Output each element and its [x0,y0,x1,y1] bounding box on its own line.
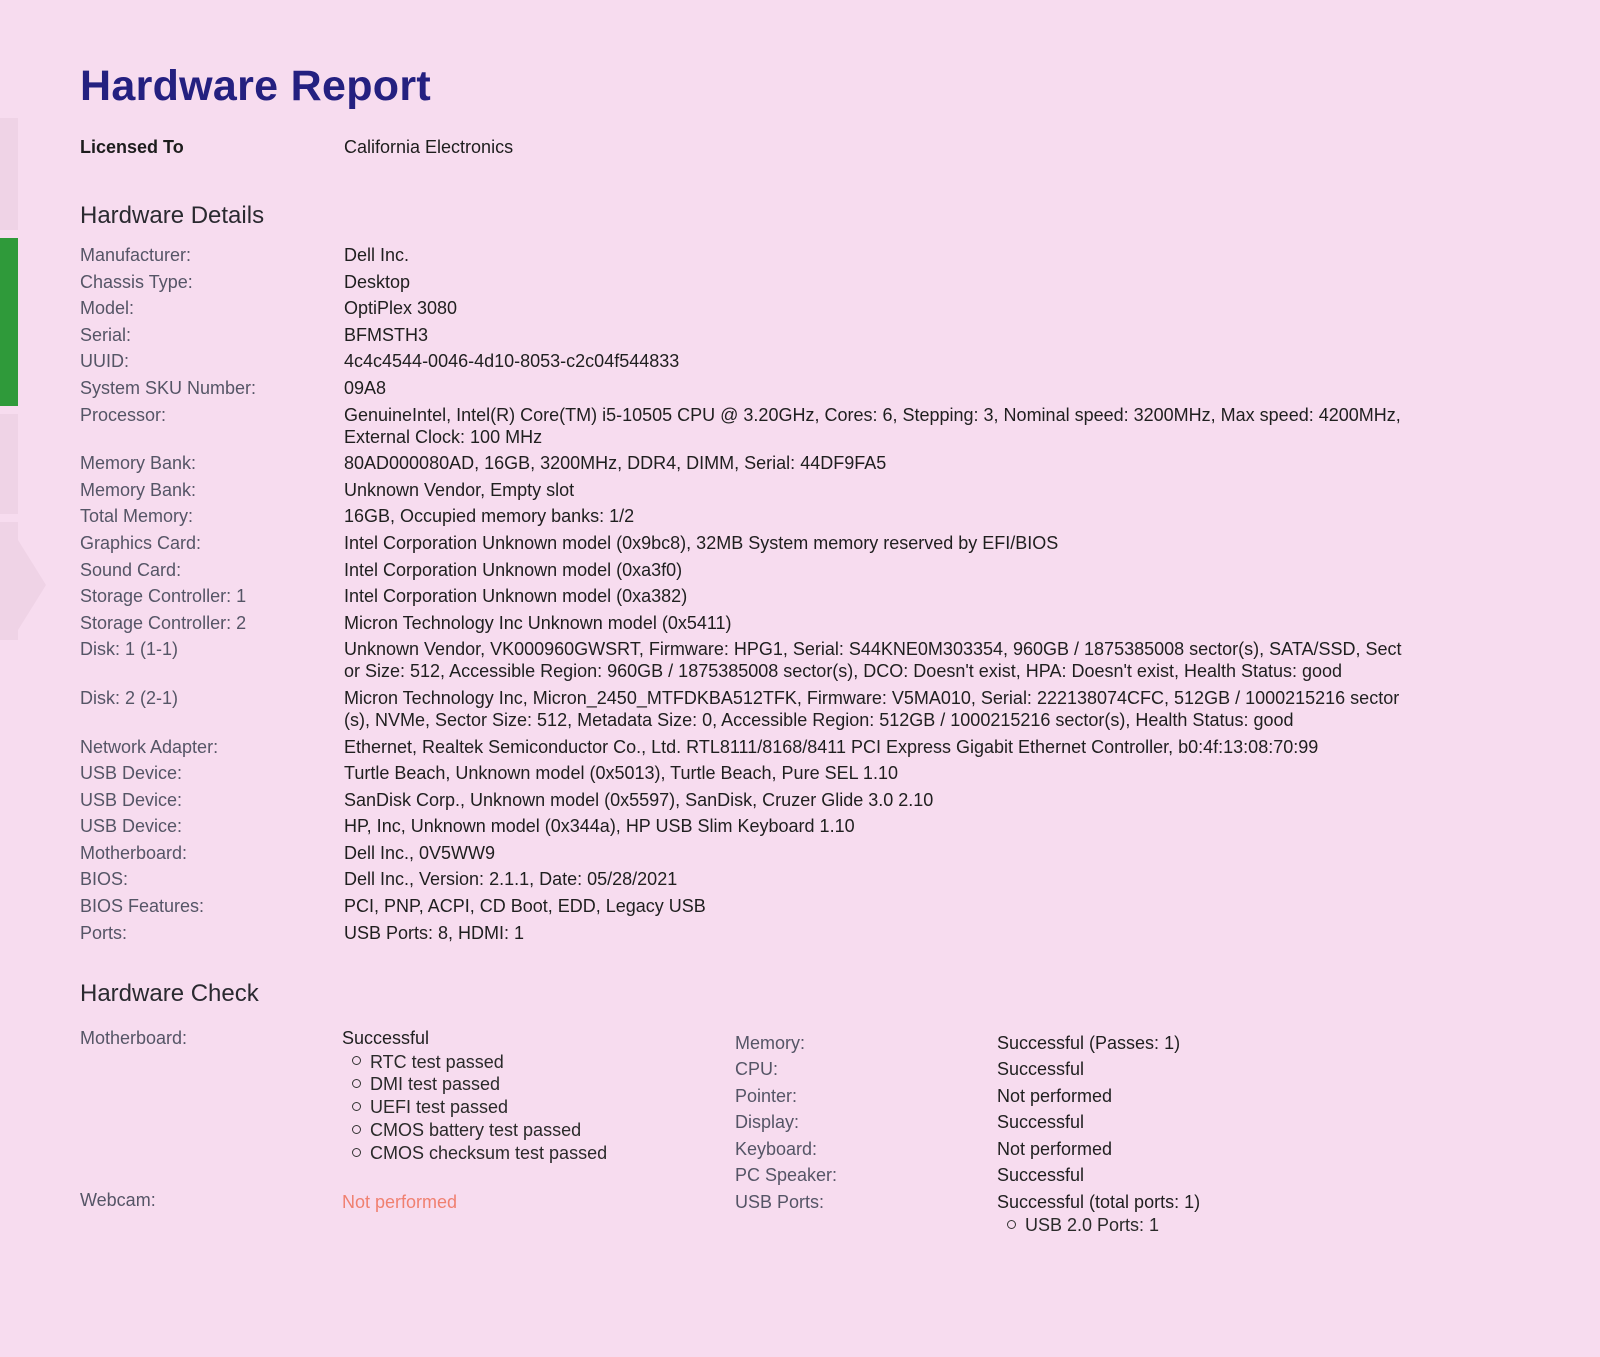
detail-value: Micron Technology Inc Unknown model (0x5411) [344,612,732,633]
detail-row [80,612,1520,634]
motherboard-test-item [352,1073,607,1096]
check-row [735,1083,1200,1110]
detail-value: Dell Inc., 0V5WW9 [344,842,496,863]
check-row [735,1162,1200,1189]
circle-bullet-icon [352,1056,361,1065]
check-status: Not performed [997,1138,1113,1159]
detail-label: Model: [80,298,135,319]
detail-label: Network Adapter: [80,736,219,757]
detail-row [80,324,1520,346]
motherboard-test-text: UEFI test passed [370,1097,509,1118]
detail-label: Storage Controller: 1 [80,586,247,607]
detail-row [80,922,1520,944]
webcam-check-status: Not performed [342,1191,458,1212]
detail-value: Turtle Beach, Unknown model (0x5013), Turtle Beach, Pure SEL 1.10 [344,763,898,784]
detail-label: UUID: [80,351,129,372]
detail-value: 80AD000080AD, 16GB, 3200MHz, DDR4, DIMM, Serial: 44DF9FA5 [344,453,887,474]
motherboard-test-text: RTC test passed [370,1051,504,1072]
motherboard-test-item [352,1096,607,1119]
detail-value: Micron Technology Inc, Micron_2450_MTFDKBA512TFK, Firmware: V5MA010, Serial: 222138074CFC, 512GB / 1000215216 sector(s), NVMe, Sector Size: 512, Metadata Size: 0, Accessible Region: 512GB / 1000215216 sector(s), Health Status: good [344,687,1400,730]
check-status: Not performed [997,1085,1113,1106]
check-label: Display: [735,1112,800,1133]
window-edge-green-tab [0,238,18,406]
circle-bullet-icon [352,1125,361,1134]
motherboard-test-text: CMOS checksum test passed [370,1142,608,1163]
detail-label: Ports: [80,922,128,943]
page-title: Hardware Report [80,62,431,110]
motherboard-test-text: CMOS battery test passed [370,1120,582,1141]
detail-row [80,532,1520,554]
detail-row [80,895,1520,917]
motherboard-check-result [342,1028,607,1165]
check-status: Successful (total ports: 1) [997,1191,1201,1212]
detail-label: System SKU Number: [80,377,257,398]
detail-row [80,297,1520,319]
window-edge-tab [0,522,18,640]
detail-row [80,505,1520,527]
detail-value: PCI, PNP, ACPI, CD Boot, EDD, Legacy USB [344,896,706,917]
detail-value: GenuineIntel, Intel(R) Core(TM) i5-10505 CPU @ 3.20GHz, Cores: 6, Stepping: 3, Nominal speed: 3200MHz, Max speed: 4200MHz, External Clock: 100 MHz [344,404,1401,447]
hardware-report [80,62,1520,1260]
detail-value: 09A8 [344,377,387,398]
detail-label: Processor: [80,404,167,425]
detail-value: Dell Inc., Version: 2.1.1, Date: 05/28/2021 [344,869,678,890]
detail-row [80,789,1520,811]
check-label: Keyboard: [735,1138,818,1159]
detail-label: Disk: 1 (1-1) [80,639,179,660]
detail-label: Manufacturer: [80,245,192,265]
detail-label: Motherboard: [80,842,188,863]
check-row [735,1136,1200,1163]
side-arrow-icon[interactable] [18,540,46,630]
check-row [735,1056,1200,1083]
detail-value: USB Ports: 8, HDMI: 1 [344,922,525,943]
window-edge-tab [0,414,18,514]
circle-bullet-icon [352,1079,361,1088]
detail-value: OptiPlex 3080 [344,298,458,319]
detail-label: USB Device: [80,816,183,837]
detail-label: Disk: 2 (2-1) [80,687,179,708]
detail-value: Intel Corporation Unknown model (0xa382) [344,586,688,607]
detail-label: Memory Bank: [80,479,197,500]
check-row [735,1030,1200,1057]
detail-value: HP, Inc, Unknown model (0x344a), HP USB Slim Keyboard 1.10 [344,816,855,837]
check-status: Successful [997,1112,1085,1133]
detail-label: BIOS Features: [80,896,205,917]
circle-bullet-icon [1007,1220,1016,1229]
license-value: California Electronics [344,137,514,157]
check-label: Memory: [735,1032,806,1053]
usb-ports-sub-item [1007,1215,1200,1235]
detail-row [80,638,1520,682]
circle-bullet-icon [352,1148,361,1157]
detail-row [80,842,1520,864]
hardware-check-panel [80,1020,1520,1260]
detail-row [80,350,1520,372]
detail-value: 16GB, Occupied memory banks: 1/2 [344,506,635,527]
detail-value: Desktop [344,271,411,292]
detail-label: Storage Controller: 2 [80,612,247,633]
detail-row [80,585,1520,607]
window-edge-tab [0,118,18,230]
detail-label: Memory Bank: [80,453,197,474]
check-status: Successful [997,1165,1085,1186]
detail-value: Intel Corporation Unknown model (0xa3f0) [344,559,683,580]
detail-value: Dell Inc. [344,245,410,265]
detail-row [80,559,1520,581]
motherboard-test-item [352,1142,607,1165]
hardware-check-heading: Hardware Check [80,979,259,1007]
detail-value: Intel Corporation Unknown model (0x9bc8), 32MB System memory reserved by EFI/BIOS [344,532,1059,553]
hardware-check-right-column [735,1030,1200,1236]
detail-label: USB Device: [80,763,183,784]
detail-label: BIOS: [80,869,129,890]
motherboard-check-label: Motherboard: [80,1027,188,1048]
motherboard-test-item [352,1119,607,1142]
hardware-details-list [80,244,1520,944]
detail-row [80,762,1520,784]
detail-label: USB Device: [80,789,183,810]
circle-bullet-icon [352,1102,361,1111]
detail-row [80,479,1520,501]
detail-value: Unknown Vendor, VK000960GWSRT, Firmware: HPG1, Serial: S44KNE0M303354, 960GB / 1875385008 sector(s), SATA/SSD, Sector Size: 512, Accessible Region: 960GB / 1875385008 sector(s), DCO: Doesn't exist, HPA: Doesn't exist, Health Status: good [344,639,1402,682]
check-label: PC Speaker: [735,1165,838,1186]
detail-value: 4c4c4544-0046-4d10-8053-c2c04f544833 [344,351,680,372]
motherboard-check-status: Successful [342,1027,430,1048]
detail-value: Unknown Vendor, Empty slot [344,479,575,500]
detail-row [80,244,1520,266]
check-row [735,1109,1200,1136]
detail-label: Graphics Card: [80,532,202,553]
detail-label: Total Memory: [80,506,194,527]
check-label: CPU: [735,1059,779,1080]
hardware-details-heading: Hardware Details [80,202,265,229]
motherboard-test-text: DMI test passed [370,1074,501,1095]
check-label: Pointer: [735,1085,798,1106]
license-row [80,137,1520,158]
detail-row [80,377,1520,399]
detail-row [80,271,1520,293]
detail-row [80,452,1520,474]
webcam-check-label: Webcam: [80,1189,156,1210]
check-label: USB Ports: [735,1191,825,1212]
detail-row [80,687,1520,731]
motherboard-test-item [352,1051,607,1074]
detail-row [80,404,1520,448]
detail-row [80,736,1520,758]
check-status: Successful (Passes: 1) [997,1032,1181,1053]
usb-ports-sub-text: USB 2.0 Ports: 1 [1025,1215,1160,1236]
detail-value: SanDisk Corp., Unknown model (0x5597), SanDisk, Cruzer Glide 3.0 2.10 [344,789,934,810]
detail-value: BFMSTH3 [344,324,429,345]
license-label: Licensed To [80,137,184,157]
detail-value: Ethernet, Realtek Semiconductor Co., Ltd. RTL8111/8168/8411 PCI Express Gigabit Ethernet Controller, b0:4f:13:08:70:99 [344,736,1319,757]
motherboard-test-list [352,1051,607,1165]
check-status: Successful [997,1059,1085,1080]
detail-label: Chassis Type: [80,271,193,292]
detail-row [80,815,1520,837]
detail-label: Sound Card: [80,559,182,580]
detail-row [80,868,1520,890]
detail-label: Serial: [80,324,132,345]
check-row [735,1189,1200,1216]
